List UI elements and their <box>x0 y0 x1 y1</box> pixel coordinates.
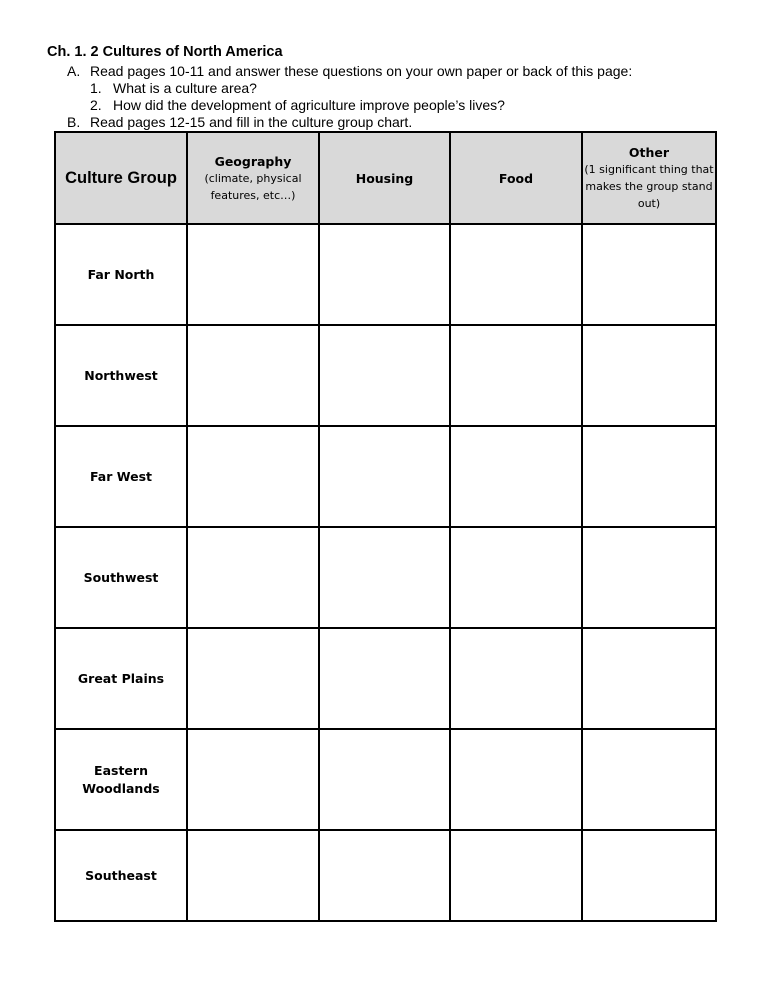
header-geography <box>187 132 319 224</box>
geography-cell[interactable] <box>187 628 319 729</box>
housing-cell[interactable] <box>319 628 450 729</box>
question-1-number: 1. <box>90 80 102 96</box>
other-cell[interactable] <box>582 224 716 325</box>
housing-cell[interactable] <box>319 830 450 921</box>
other-cell[interactable] <box>582 527 716 628</box>
food-cell[interactable] <box>450 325 582 426</box>
table-row <box>55 527 716 628</box>
other-cell[interactable] <box>582 426 716 527</box>
food-cell[interactable] <box>450 830 582 921</box>
page-title: Ch. 1. 2 Cultures of North America <box>47 44 283 60</box>
food-cell[interactable] <box>450 426 582 527</box>
header-housing: Housing <box>319 132 450 224</box>
table-row <box>55 426 716 527</box>
question-1 <box>90 80 257 97</box>
table-row <box>55 830 716 921</box>
housing-cell[interactable] <box>319 426 450 527</box>
housing-cell[interactable] <box>319 527 450 628</box>
question-2-number: 2. <box>90 97 102 113</box>
header-other-note: (1 significant thing that makes the group stand out) <box>584 163 714 210</box>
question-1-text: What is a culture area? <box>113 80 257 96</box>
header-culture-group: Culture Group <box>55 132 187 224</box>
culture-group-label: Far West <box>55 426 187 527</box>
other-cell[interactable] <box>582 325 716 426</box>
culture-group-chart <box>54 131 717 922</box>
food-cell[interactable] <box>450 628 582 729</box>
instruction-b-marker: B. <box>67 114 81 130</box>
culture-group-label: Great Plains <box>55 628 187 729</box>
geography-cell[interactable] <box>187 325 319 426</box>
geography-cell[interactable] <box>187 426 319 527</box>
table-row <box>55 224 716 325</box>
instruction-b-text: Read pages 12-15 and fill in the culture group chart. <box>90 114 413 130</box>
housing-cell[interactable] <box>319 224 450 325</box>
instruction-b <box>67 114 412 131</box>
other-cell[interactable] <box>582 830 716 921</box>
instruction-a-text: Read pages 10-11 and answer these questions on your own paper or back of this page: <box>90 63 633 79</box>
table-row <box>55 325 716 426</box>
housing-cell[interactable] <box>319 729 450 830</box>
other-cell[interactable] <box>582 729 716 830</box>
culture-group-label: Far North <box>55 224 187 325</box>
header-other <box>582 132 716 224</box>
culture-group-label: Southeast <box>55 830 187 921</box>
culture-group-label: Eastern Woodlands <box>55 729 187 830</box>
table-row <box>55 729 716 830</box>
chart-header-row <box>55 132 716 224</box>
header-geography-note: (climate, physical features, etc…) <box>204 171 302 202</box>
geography-cell[interactable] <box>187 527 319 628</box>
other-cell[interactable] <box>582 628 716 729</box>
housing-cell[interactable] <box>319 325 450 426</box>
geography-cell[interactable] <box>187 729 319 830</box>
geography-cell[interactable] <box>187 830 319 921</box>
header-food: Food <box>450 132 582 224</box>
food-cell[interactable] <box>450 729 582 830</box>
header-geography-title: Geography <box>214 153 292 169</box>
food-cell[interactable] <box>450 224 582 325</box>
table-row <box>55 628 716 729</box>
question-2 <box>90 97 505 114</box>
question-2-text: How did the development of agriculture improve people’s lives? <box>113 97 505 113</box>
food-cell[interactable] <box>450 527 582 628</box>
header-other-title: Other <box>628 145 670 160</box>
geography-cell[interactable] <box>187 224 319 325</box>
culture-group-label: Southwest <box>55 527 187 628</box>
instruction-a-marker: A. <box>67 63 81 79</box>
instruction-a <box>67 63 632 80</box>
culture-group-label: Northwest <box>55 325 187 426</box>
